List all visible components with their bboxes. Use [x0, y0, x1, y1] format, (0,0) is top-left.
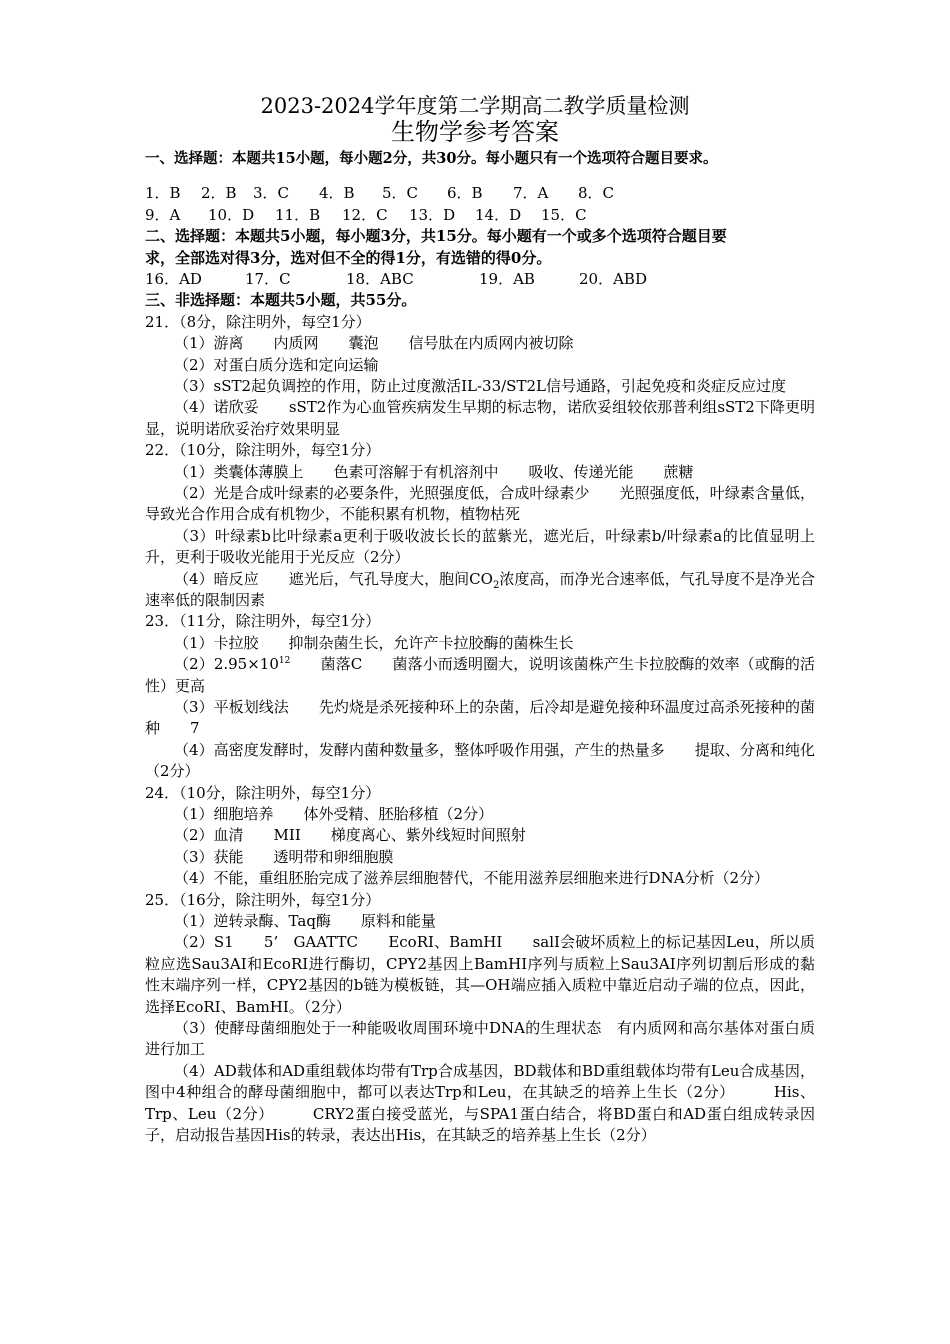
answer-item: 2．B: [201, 184, 237, 203]
q21-heading: 21．（8分，除注明外，每空1分）: [145, 312, 371, 331]
q21-part4: （4）诺欣妥 sST2作为心血管疾病发生早期的标志物，诺欣妥组较依那普利组sST2下降更明显，说明诺欣妥治疗效果明显: [145, 398, 815, 438]
q22-part3: （3）叶绿素b比叶绿素a更利于吸收波长长的蓝紫光，遮光后，叶绿素b/叶绿素a的比值显明上升，更利于吸收光能用于光反应（2分）: [145, 526, 815, 567]
q23-part2-text-b: 菌落C 菌落小而透明圈大，说明该菌株产生卡拉胶酶的效率（或酶的活性）更高: [145, 655, 815, 695]
q24-part1: （1）细胞培养 体外受精、胚胎移植（2分）: [174, 805, 494, 824]
answer-item: 9．A: [145, 205, 181, 224]
answer-item: 17．C: [245, 269, 291, 288]
page-title: 2023-2024学年度第二学期高二教学质量检测: [260, 94, 690, 118]
q23-heading: 23．（11分，除注明外，每空1分）: [145, 612, 381, 631]
q22-part1: （1）类囊体薄膜上 色素可溶解于有机溶剂中 吸收、传递光能 蔗糖: [174, 462, 694, 481]
q22-heading: 22．（10分，除注明外，每空1分）: [145, 441, 381, 460]
q23-part3: （3）平板划线法 先灼烧是杀死接种环上的杂菌，后冷却是避免接种环温度过高杀死接种的菌种 7: [145, 698, 815, 738]
answer-item: 6．B: [447, 184, 483, 203]
q22-part4-subscript: 2: [492, 579, 500, 591]
answer-item: 19．AB: [479, 269, 535, 288]
q23-part2: [145, 654, 815, 697]
answer-item: 12．C: [342, 205, 388, 224]
q24-heading: 24．（10分，除注明外，每空1分）: [145, 783, 381, 802]
q22-part4-text-a: （4）暗反应 遮光后，气孔导度大，胞间CO: [174, 569, 493, 588]
answer-item: 5．C: [382, 184, 419, 203]
answer-content: [145, 148, 815, 1147]
q23-part4: （4）高密度发酵时，发酵内菌种数量多，整体呼吸作用强，产生的热量多 提取、分离和纯化（2分）: [145, 740, 815, 781]
q25-part2: （2）S1 5’ GAATTC EcoRI、BamHI salI会破坏质粒上的标记基因Leu，所以质粒应选Sau3AI和EcoRI进行酶切，CPY2基因上BamHI序列与质粒上Sau3AI序列切割后形成的黏性末端序列一样，CPY2基因的b链为模板链，其—OH端应插入质粒中靠近启动子端的位点，因此，选择EcoRI、BamHI。（2分）: [145, 933, 815, 1016]
answer-item: 20．ABD: [579, 269, 647, 288]
q23-part2-superscript: 12: [278, 656, 291, 667]
answer-item: 1．B: [145, 184, 181, 203]
q22-part4: [145, 569, 815, 612]
page-subtitle: 生物学参考答案: [391, 118, 559, 146]
answer-item: 11．B: [275, 205, 321, 224]
q24-part4: （4）不能，重组胚胎完成了滋养层细胞替代，不能用滋养层细胞来进行DNA分析（2分）: [174, 869, 770, 888]
answer-item: 3．C: [253, 184, 290, 203]
section3-heading: 三、非选择题：本题共5小题，共55分。: [145, 291, 417, 310]
q23-part1: （1）卡拉胶 抑制杂菌生长，允许产卡拉胶酶的菌株生长: [174, 633, 574, 652]
section2-heading-line1: 二、选择题：本题共5小题，每小题3分，共15分。每小题有一个或多个选项符合题目要: [145, 227, 727, 246]
answer-item: 13．D: [409, 205, 456, 224]
q23-part2-text-a: （2）2.95×10: [174, 655, 279, 674]
q25-part4: （4）AD载体和AD重组载体均带有Trp合成基因，BD载体和BD重组载体均带有Leu合成基因，图中4种组合的酵母菌细胞中，都可以表达Trp和Leu，在其缺乏的培养上生长（2分） His、Trp、Leu（2分） CRY2蛋白接受蓝光，与SPA1蛋白结合，将BD蛋白和AD蛋白组成转录因子，启动报告基因His的转录，表达出His，在其缺乏的培养基上生长（2分）: [145, 1061, 815, 1145]
q21-part1: （1）游离 内质网 囊泡 信号肽在内质网内被切除: [174, 334, 574, 353]
section1-heading: 一、选择题：本题共15小题，每小题2分，共30分。每小题只有一个选项符合题目要求。: [145, 150, 718, 167]
answer-item: 4．B: [319, 184, 355, 203]
q25-heading: 25．（16分，除注明外，每空1分）: [145, 890, 381, 909]
q21-part2: （2）对蛋白质分选和定向运输: [174, 355, 379, 374]
q24-part3: （3）获能 透明带和卵细胞膜: [174, 847, 394, 866]
answer-item: 15．C: [541, 205, 587, 224]
q22-part2: （2）光是合成叶绿素的必要条件，光照强度低，合成叶绿素少 光照强度低，叶绿素含量低，导致光合作用合成有机物少，不能积累有机物，植物枯死: [145, 483, 815, 524]
answer-item: 8．C: [578, 184, 615, 203]
answer-item: 7．A: [513, 184, 549, 203]
section2-answers: [145, 269, 815, 290]
q25-part1: （1）逆转录酶、Taq酶 原料和能量: [174, 912, 436, 931]
answer-item: 16．AD: [145, 269, 202, 288]
answer-item: 14．D: [475, 205, 522, 224]
section2-heading-line2: 求，全部选对得3分，选对但不全的得1分，有选错的得0分。: [145, 248, 552, 267]
answer-item: 18．ABC: [346, 269, 414, 288]
section1-answers-row1: [145, 183, 815, 204]
q24-part2: （2）血清 MII 梯度离心、紫外线短时间照射: [174, 826, 526, 845]
answer-item: 10．D: [208, 205, 255, 224]
section1-answers-row2: [145, 205, 815, 226]
q25-part3: （3）使酵母菌细胞处于一种能吸收周围环境中DNA的生理状态 有内质网和高尔基体对蛋白质进行加工: [145, 1019, 815, 1059]
q21-part3: （3）sST2起负调控的作用，防止过度激活IL-33/ST2L信号通路，引起免疫和炎症反应过度: [174, 376, 786, 395]
q22-part4-text-b: 浓度高，而净光合速率低，气孔导度不是净光合速率低的限制因素: [145, 569, 815, 609]
